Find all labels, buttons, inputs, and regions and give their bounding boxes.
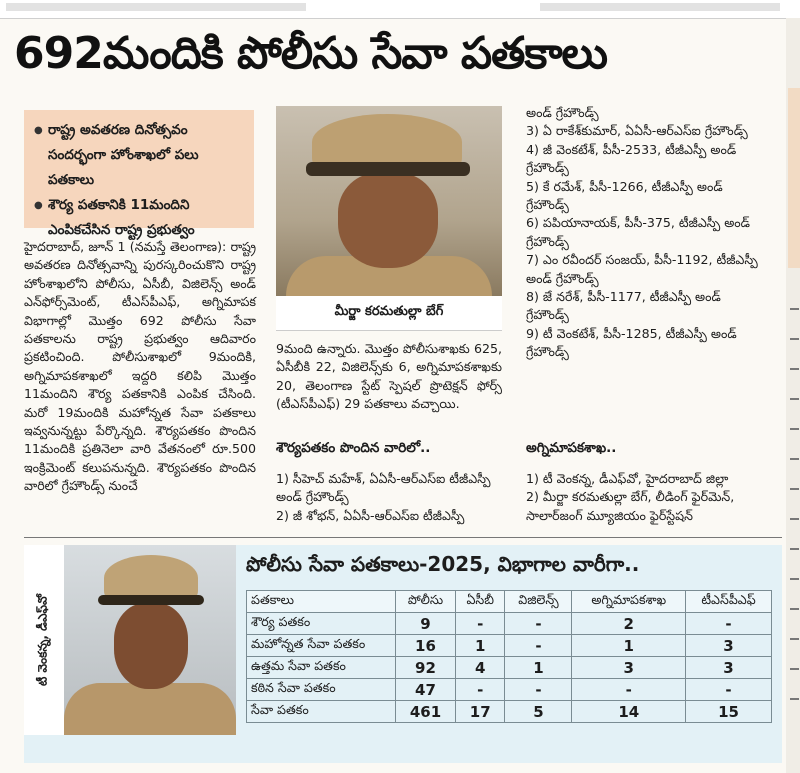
gallantry-list-continued: [526, 104, 758, 362]
table-header-row: [247, 591, 772, 613]
table-cell: మహోన్నత సేవా పతకం: [247, 635, 396, 657]
table-cell: ఉత్తమ సేవా పతకం: [247, 657, 396, 679]
highlight-item: ● రాష్ట్ర అవతరణ దినోత్సవం సందర్భంగా హోంశాఖలో పలు పతకాలు: [34, 118, 244, 193]
table-cell: 14: [572, 701, 686, 723]
table-row: [247, 613, 772, 635]
table-cell: 92: [396, 657, 456, 679]
table-cell: 2: [572, 613, 686, 635]
table-cell: 17: [455, 701, 504, 723]
article-text: హైదరాబాద్, జూన్ 1 (నమస్తే తెలంగాణ): రాష్ట్ర అవతరణ దినోత్సవాన్ని పురస్కరించుకొని రాష్ట్ర హోంశాఖలోని పోలీసు, ఏసీబీ, విజిలెన్స్ అండ్ ఎన్‌ఫోర్స్‌మెంట్, టీఎస్‌పీఎఫ్, అగ్నిమాపక విభాగాల్లో మొత్తం 692 పోలీసు సేవా పతకాలను రాష్ట్ర ప్రభుత్వం ఆదివారం ప్రకటించింది. పోలీసుశాఖలో 9మందికి, అగ్నిమాపకశాఖలో ఇద్దరి కలిపి మొత్తం 11మందిని శౌర్య పతకానికి ఎంపిక చేసింది. మరో 19మందికి మహోన్నత సేవా పతకాలు ఇవ్వనున్నట్టు పేర్కొన్నది. శౌర్యపతకం పొందిన 11మందికి ప్రతినెలా వారి వేతనంలో రూ.500 ఇంక్రిమెంట్ కలుపనున్నది. శౌర్యపతకం పొందిన వారిలో గ్రేహౌండ్స్ నుంచే: [24, 239, 256, 494]
table-cell: 5: [505, 701, 572, 723]
list-item: 1) టీ వెంకన్న, డీఎఫ్‌వో, హైదరాబాద్ జిల్లా: [526, 471, 729, 486]
list-item: 4) జీ వెంకటేశ్, పీసీ-2533, టీజీఎస్పీ అండ్ గ్రేహౌండ్స్: [526, 141, 737, 176]
list-item: 8) జే నరేశ్, పీసీ-1177, టీజీఎస్పీ అండ్ గ్రేహౌండ్స్: [526, 289, 721, 323]
table-cell: 461: [396, 701, 456, 723]
highlights-box: [24, 110, 254, 238]
table-cell: సేవా పతకం: [247, 701, 396, 723]
adjacent-article-edge: [786, 18, 800, 773]
table-cell: 1: [572, 635, 686, 657]
divider: [24, 537, 782, 538]
photo-caption-vertical: [24, 545, 64, 735]
column-header: పతకాలు: [247, 591, 396, 613]
table-cell: కఠిన సేవా పతకం: [247, 679, 396, 701]
top-strip: [0, 0, 800, 19]
column-header: టీఎస్‌పీఎఫ్: [686, 591, 772, 613]
table-row: [247, 657, 772, 679]
column-header: విజిలెన్స్: [505, 591, 572, 613]
headline: 692మందికి పోలీసు సేవా పతకాలు: [14, 28, 607, 79]
table-cell: 15: [686, 701, 772, 723]
table-cell: శౌర్య పతకం: [247, 613, 396, 635]
table-cell: 47: [396, 679, 456, 701]
list-item: 2) జీ శోభన్, ఏఏసీ-ఆర్‌ఎస్ఐ టీజీఎస్పీ: [276, 507, 465, 523]
list-item: 6) పపియానాయక్, పీసీ-375, టీజీఎస్పీ అండ్ గ్రేహౌండ్స్: [526, 215, 750, 249]
table-row: [247, 635, 772, 657]
table-cell: -: [686, 679, 772, 701]
table-cell: -: [686, 613, 772, 635]
table-cell: 4: [455, 657, 504, 679]
table-cell: 1: [455, 635, 504, 657]
fire-dept-list: [526, 470, 758, 525]
list-item: 3) ఏ రాకేశ్‌కుమార్, ఏఏసీ-ఆర్‌ఎస్ఐ గ్రేహౌండ్స్: [526, 123, 748, 139]
article-column-1: [24, 238, 256, 496]
list-item: 7) ఎం రవీందర్ సంజయ్, పీసీ-1192, టీజీఎస్పీ అండ్ గ్రేహౌండ్స్: [526, 252, 758, 286]
table-cell: 3: [686, 657, 772, 679]
table-cell: -: [572, 679, 686, 701]
table-title: పోలీసు సేవా పతకాలు-2025, విభాగాల వారీగా..: [246, 552, 640, 576]
table-cell: 1: [505, 657, 572, 679]
article-column-2: [276, 340, 502, 414]
table-cell: -: [505, 679, 572, 701]
officer-photo: [276, 106, 502, 296]
list-item: అండ్ గ్రేహౌండ్స్: [526, 105, 599, 120]
table-cell: 16: [396, 635, 456, 657]
table-row: [247, 679, 772, 701]
list-item: 1) సీహెచ్ మహేశ్, ఏఏసీ-ఆర్‌ఎస్ఐ టీజీఎస్పీ అండ్ గ్రేహౌండ్స్: [276, 471, 491, 505]
table-cell: -: [505, 635, 572, 657]
column-header: ఏసీబీ: [455, 591, 504, 613]
table-cell: -: [455, 679, 504, 701]
photo-caption: మీర్జా కరమతుల్లా బేగ్: [276, 296, 502, 331]
list-item: 2) మీర్జా కరమతుల్లా బేగ్, లీడింగ్ ఫైర్‌మెన్, సాలార్‌జంగ్ మ్యూజియం ఫైర్‌స్టేషన్: [526, 489, 735, 523]
table-cell: -: [455, 613, 504, 635]
list-item: 5) కే రమేశ్, పీసీ-1266, టీజీఎస్పీ అండ్ గ్రేహౌండ్స్: [526, 178, 723, 213]
gallantry-heading: శౌర్యపతకం పొందిన వారిలో..: [276, 440, 431, 456]
medals-table: [246, 590, 772, 723]
column-header: పోలీసు: [396, 591, 456, 613]
gallantry-list: [276, 470, 502, 525]
photo-caption: టీ వెంకన్న, డీఎఫ్‌వో: [35, 594, 50, 686]
highlight-item: ● శౌర్య పతకానికి 11మందిని ఎంపికచేసిన రాష్ట్ర ప్రభుత్వం: [34, 193, 244, 243]
table-cell: -: [505, 613, 572, 635]
column-header: అగ్నిమాపకశాఖ: [572, 591, 686, 613]
table-row: [247, 701, 772, 723]
fire-dept-heading: అగ్నిమాపకశాఖ..: [526, 440, 617, 456]
fire-officer-photo: [64, 545, 236, 735]
table-cell: 3: [572, 657, 686, 679]
list-item: 9) టీ వెంకటేశ్, పీసీ-1285, టీజీఎస్పీ అండ్ గ్రేహౌండ్స్: [526, 325, 737, 360]
article-text: 9మంది ఉన్నారు. మొత్తం పోలీసుశాఖకు 625, ఏసీబీకి 22, విజిలెన్స్‌కు 6, అగ్నిమాపకశాఖకు 20, తెలంగాణ స్టేట్ స్పెషల్ ప్రొటెక్షన్ ఫోర్స్ (టీఎస్‌పీఎఫ్) 29 పతకాలు వచ్చాయి.: [276, 341, 502, 412]
table-cell: 9: [396, 613, 456, 635]
table-cell: 3: [686, 635, 772, 657]
